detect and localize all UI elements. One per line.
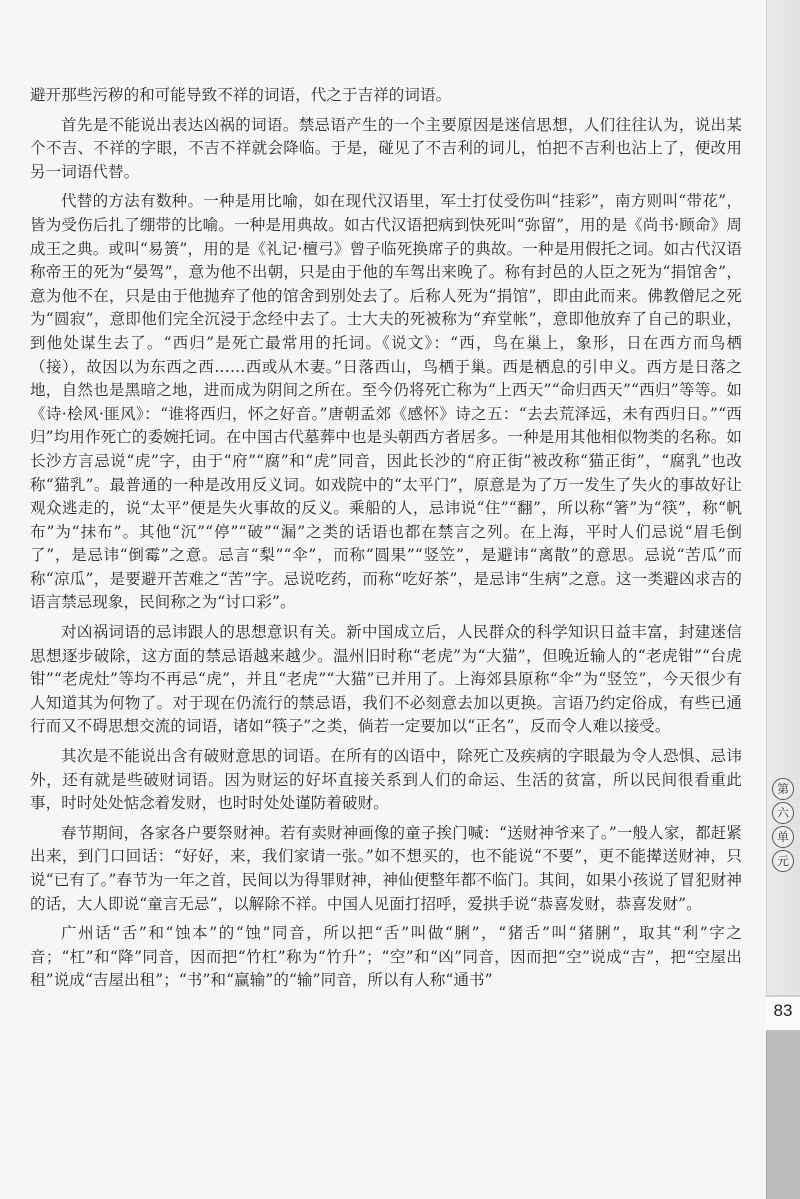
margin-tab-lower <box>766 1032 800 1199</box>
unit-marker-char: 第 <box>772 778 794 800</box>
unit-marker <box>770 778 796 872</box>
paragraph: 代替的方法有数种。一种是用比喻，如在现代汉语里，军士打仗受伤叫“挂彩”，南方则叫“带花”，皆为受伤后扎了绷带的比喻。一种是用典故。如古代汉语把病到快死叫“弥留”，用的是《尚书·顾命》周成王之典。或叫“易箦”，用的是《礼记·檀弓》曾子临死换席子的典故。一种是用假托之词。如古代汉语称帝王的死为“晏驾”，意为他不出朝，只是由于他的车驾出来晚了。称有封邑的人臣之死为“捐馆舍”，意为他不在，只是由于他抛弃了他的馆舍到别处去了。后称人死为“捐馆”，即由此而来。佛教僧尼之死为“圆寂”，意即他们完全沉浸于念经中去了。士大夫的死被称为“弃堂帐”，意即他放弃了自己的职业，到他处谋生去了。“西归”是死亡最常用的托词。《说文》：“西，鸟在巢上，象形，日在西方而鸟栖（接），故因以为东西之西……西或从木妻。”日落西山，鸟栖于巢。西是栖息的引申义。西方是日落之地，自然也是黑暗之地，进而成为阴间之所在。至今仍将死亡称为“上西天”“命归西天”“西归”等等。如《诗·桧风·匪风》：“谁将西归，怀之好音。”唐朝孟郊《感怀》诗之五：“去去荒泽远，未有西归日。”“西归”均用作死亡的委婉托词。在中国古代墓葬中也是头朝西方者居多。一种是用其他相似物类的名称。如长沙方言忌说“虎”字，由于“府”“腐”和“虎”同音，因此长沙的“府正街”被改称“猫正街”，“腐乳”也改称“猫乳”。最普通的一种是改用反义词。如戏院中的“太平门”，原意是为了万一发生了失火的事故好让观众逃走的，说“太平”便是失火事故的反义。乘船的人，忌讳说“住”“翻”，所以称“箸”为“筷”，称“帆布”为“抹布”。其他“沉”“停”“破”“漏”之类的话语也都在禁言之列。在上海，平时人们忌说“眉毛倒了”，是忌讳“倒霉”之意。忌言“梨”“伞”，而称“圆果”“竖笠”，是避讳“离散”的意思。忌说“苦瓜”而称“凉瓜”，是要避开苦难之“苦”字。忌说吃药，而称“吃好茶”，是忌讳“生病”之意。这一类避凶求吉的语言禁忌现象，民间称之为“讨口彩”。 <box>30 192 742 612</box>
paragraph: 避开那些污秽的和可能导致不祥的词语，代之于吉祥的词语。 <box>30 86 452 104</box>
paragraph: 其次是不能说出含有破财意思的词语。在所有的凶语中，除死亡及疾病的字眼最为令人恐惧、忌讳外，还有就是些破财词语。因为财运的好坏直接关系到人们的命运、生活的贫富，所以民间很看重此事，时时处处惦念着发财，也时时处处谨防着破财。 <box>30 747 742 813</box>
paragraph: 广州话“舌”和“蚀本”的“蚀”同音，所以把“舌”叫做“脷”，“猪舌”叫“猪脷”，取其“利”字之音；“杠”和“降”同音，因而把“竹杠”称为“竹升”；“空”和“凶”同音，因而把“空”说成“吉”，把“空屋出租”说成“吉屋出租”；“书”和“赢输”的“输”同音，所以有人称“通书” <box>30 924 742 990</box>
paragraph: 春节期间，各家各户要祭财神。若有卖财神画像的童子挨门喊：“送财神爷来了。”一般人家，都赶紧出来，到门口回话：“好好，来，我们家请一张。”如不想买的，也不能说“不要”，更不能撵送财神，只说“已有了。”春节为一年之首，民间以为得罪财神，神仙便整年都不临门。其间，如果小孩说了冒犯财神的话，大人即说“童言无忌”，以解除不祥。中国人见面打招呼，爱拱手说“恭喜发财，恭喜发财”。 <box>30 823 742 913</box>
unit-marker-char: 单 <box>772 826 794 848</box>
body-text <box>30 84 742 999</box>
page-number-box <box>766 995 800 1032</box>
paragraph: 首先是不能说出表达凶祸的词语。禁忌语产生的一个主要原因是迷信思想，人们往往认为，说出某个不吉、不祥的字眼，不吉不祥就会降临。于是，碰见了不吉利的词儿，怕把不吉利也沾上了，便改用另一词语代替。 <box>30 115 742 181</box>
page-number: 83 <box>773 1001 793 1020</box>
unit-marker-char: 六 <box>772 802 794 824</box>
paragraph: 对凶祸词语的忌讳跟人的思想意识有关。新中国成立后，人民群众的科学知识日益丰富，封建迷信思想逐步破除，这方面的禁忌语越来越少。温州旧时称“老虎”为“大猫”，但晚近输人的“老虎钳”“台虎钳”“老虎灶”等均不再忌“虎”，并且“老虎”“大猫”已并用了。上海郊县原称“伞”为“竖笠”，今天很少有人知道其为何物了。对于现在仍流行的禁忌语，我们不必刻意去加以更换。言语乃约定俗成，有些已通行而又不碍思想交流的词语，诸如“筷子”之类，倘若一定要加以“正名”，反而令人难以接受。 <box>30 623 742 736</box>
unit-marker-char: 元 <box>772 850 794 872</box>
